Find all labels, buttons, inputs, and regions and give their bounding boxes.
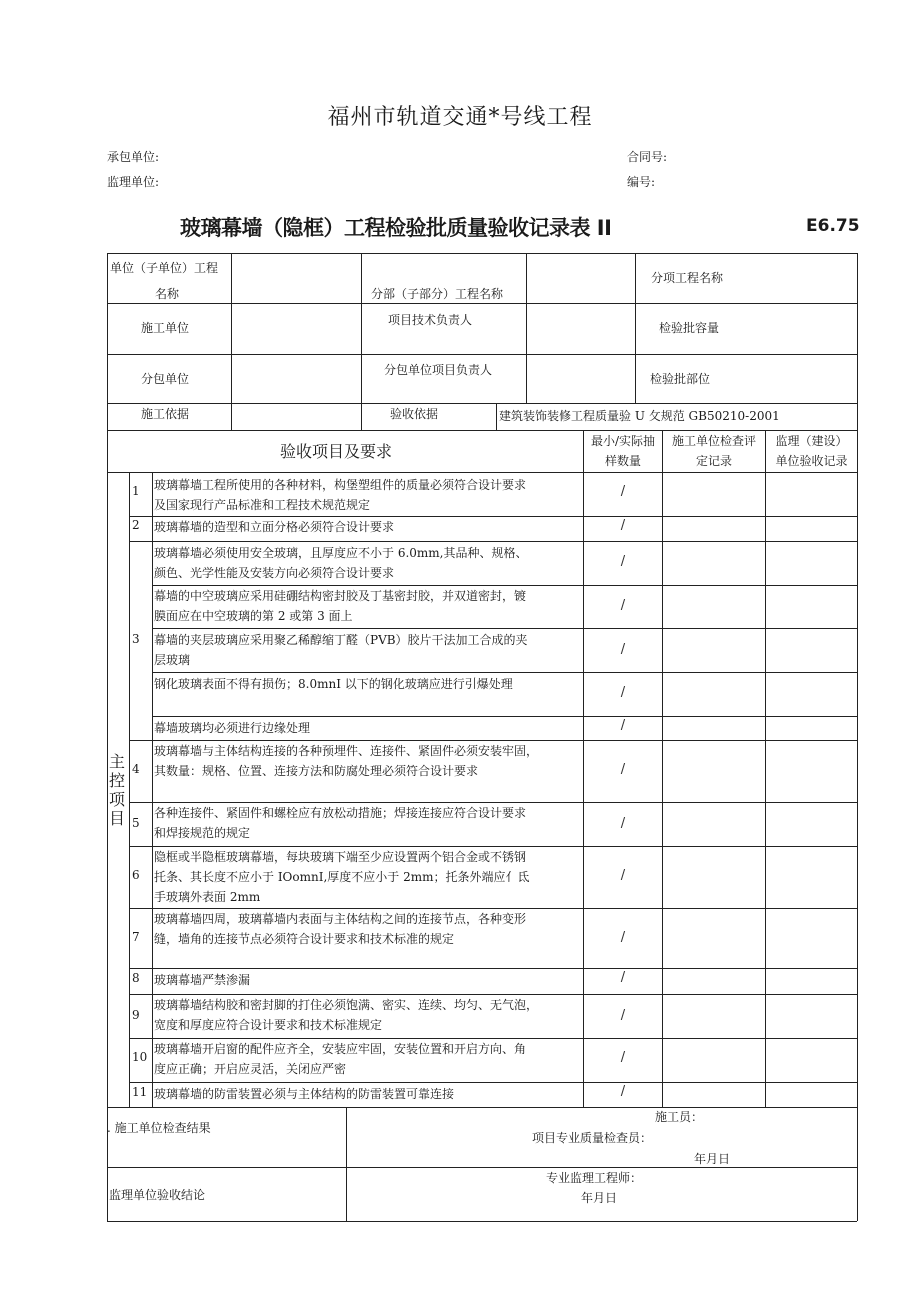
supervisor-label: 监理单位: (107, 175, 160, 189)
item-requirement (154, 674, 582, 694)
supervision-header-line-2: 单位验收记录 (775, 454, 848, 468)
sample-header-line-2: 样数量 (604, 454, 641, 468)
item-text-line: 玻璃幕墙四周，玻璃幕墙内表面与主体结构之间的连接节点，各种变形 (154, 912, 527, 926)
item-text-line: 其数量：规格、位置、连接方法和防腐处理必须符合设计要求 (154, 764, 479, 778)
item-text-line: 颜色、光学性能及安装方向必须符合设计要求 (154, 566, 395, 580)
batch-location-label: 检验批部位 (650, 372, 711, 386)
acceptance-basis-value: 建筑装饰装修工程质量验 U 攵规范 GB50210-2001 (499, 409, 780, 423)
supervision-conclusion-label: 监理单位验收结论 (109, 1188, 206, 1202)
item-text-line: 玻璃幕墙严禁渗漏 (154, 973, 251, 987)
subdivision-label: 分部（子部分）工程名称 (371, 287, 504, 301)
items-header: 验收项目及要求 (280, 442, 393, 461)
item-number: 2 (132, 518, 140, 532)
subcontractor-label: 分包单位 (141, 372, 190, 386)
item-text-line: 玻璃幕墙与主体结构连接的各种预埋件、连接件、紧固件必须安装牢固， (154, 744, 539, 758)
item-requirement (154, 475, 582, 515)
item-number: 11 (132, 1085, 148, 1099)
item-requirement (154, 1084, 582, 1104)
item-name-label: 分项工程名称 (651, 271, 724, 285)
item-requirement (154, 741, 582, 781)
construction-basis-label: 施工依据 (141, 407, 190, 421)
item-text-line: 玻璃幕墙结构胶和密封脚的打住必须饱满、密实、连续、均匀、无气泡， (154, 998, 539, 1012)
check-header-line-2: 定记录 (695, 454, 732, 468)
sample-value: / (620, 1008, 626, 1023)
item-number: 7 (132, 930, 140, 944)
item-requirement (154, 1039, 582, 1079)
sample-value: / (620, 1050, 626, 1065)
item-text-line: 幕墙玻璃均必须进行边缘处理 (154, 721, 311, 735)
sample-value: / (620, 642, 626, 657)
item-text-line: 隐框或半隐框玻璃幕墙，每块玻璃下端至少应设置两个铝合金或不锈钢 (154, 850, 527, 864)
item-text-line: 手玻璃外表面 2mm (154, 890, 261, 904)
batch-capacity-label: 检验批容量 (659, 321, 720, 335)
sub-lead-label: 分包单位项目负责人 (384, 363, 493, 377)
item-number: 8 (132, 971, 140, 985)
item-number: 3 (132, 632, 140, 646)
project-title: 福州市轨道交通*号线工程 (327, 105, 593, 130)
item-number: 4 (132, 762, 140, 776)
form-title: 玻璃幕墙（隐框）工程检验批质量验收记录表 II (180, 216, 612, 240)
main-control-char: 控 (108, 771, 125, 790)
main-control-label (106, 752, 128, 828)
item-requirement (154, 630, 582, 670)
sample-value: / (620, 685, 626, 700)
item-text-line: 玻璃幕墙开启窗的配件应齐全，安装应牢固，安装位置和开启方向、角 (154, 1042, 527, 1056)
sample-value: / (620, 718, 626, 733)
item-requirement (154, 847, 582, 907)
check-header-line-1: 施工单位检查评 (671, 434, 756, 448)
contractor-label: 承包单位: (107, 150, 160, 164)
item-text-line: 玻璃幕墙的防雷装置必须与主体结构的防雷装置可靠连接 (154, 1087, 455, 1101)
item-text-line: 玻璃幕墙的造型和立面分格必须符合设计要求 (154, 520, 395, 534)
item-text-line: 托条、其长度不应小于 IOomnI,厚度不应小于 2mm；托条外端应亻氐 (154, 870, 530, 884)
item-number: 6 (132, 868, 140, 882)
item-text-line: 和焊接规范的规定 (154, 826, 251, 840)
form-code: E6.75 (806, 216, 860, 236)
sample-value: / (620, 554, 626, 569)
item-requirement (154, 995, 582, 1035)
sample-value: / (620, 970, 626, 985)
sample-header (584, 431, 662, 471)
item-requirement (154, 543, 582, 583)
item-number: 10 (132, 1050, 148, 1064)
item-text-line: 玻璃幕墙必须使用安全玻璃，且厚度应不小于 6.0mm,其品种、规格、 (154, 546, 528, 560)
item-text-line: 幕墙的夹层玻璃应采用聚乙稀醇缩丁醛（PVB）胶片干法加工合成的夹 (154, 633, 528, 647)
item-requirement (154, 970, 582, 990)
main-control-char: 项 (108, 790, 125, 809)
sample-value: / (620, 816, 626, 831)
check-header (663, 431, 765, 471)
tech-lead-label: 项目技术负责人 (388, 313, 473, 327)
item-text-line: 钢化玻璃表面不得有损伤；8.0mnI 以下的钢化玻璃应进行引爆处理 (154, 677, 513, 691)
acceptance-basis-label: 验收依据 (390, 407, 439, 421)
item-text-line: 各种连接件、紧固件和螺栓应有放松动措施；焊接连接应符合设计要求 (154, 806, 527, 820)
item-text-line: 层玻璃 (154, 653, 191, 667)
supervising-engineer-label: 专业监理工程师： (546, 1171, 643, 1185)
supervision-header (766, 431, 857, 471)
item-text-line: 及国家现行产品标准和工程技术规范规定 (154, 498, 371, 512)
item-text-line: 缝，墙角的连接节点必须符合设计要求和技术标准的规定 (154, 932, 455, 946)
unit-name-label: 单位（子单位）工程 (110, 261, 219, 275)
sample-value: / (620, 868, 626, 883)
supervision-header-line-1: 监理（建设） (775, 434, 848, 448)
unit-name-label-2: 名称 (155, 287, 180, 301)
sample-value: / (620, 930, 626, 945)
main-control-char: 主 (108, 752, 125, 771)
serial-no-label: 编号: (627, 175, 656, 189)
item-requirement (154, 586, 582, 626)
construction-result-label: . 施工单位检查结果 (107, 1121, 211, 1135)
item-text-line: 度应正确；开启应灵活，关闭应严密 (154, 1062, 347, 1076)
item-requirement (154, 909, 582, 949)
sample-value: / (620, 598, 626, 613)
item-text-line: 膜面应在中空玻璃的第 2 或第 3 面上 (154, 609, 353, 623)
sample-value: / (620, 762, 626, 777)
constructor-label: 施工员： (655, 1110, 704, 1124)
date-2: 年月日 (581, 1191, 618, 1205)
main-control-char: 目 (108, 809, 125, 828)
item-number: 1 (132, 484, 140, 498)
item-requirement (154, 517, 582, 537)
item-number: 9 (132, 1008, 140, 1022)
item-number: 5 (132, 816, 140, 830)
date-1: 年月日 (694, 1152, 731, 1166)
quality-inspector-label: 项目专业质量检查员： (532, 1131, 653, 1145)
construction-unit-label: 施工单位 (141, 321, 190, 335)
item-requirement (154, 718, 582, 738)
contract-no-label: 合同号: (627, 150, 668, 164)
item-requirement (154, 803, 582, 843)
sample-value: / (620, 484, 626, 499)
sample-value: / (620, 518, 626, 533)
sample-value: / (620, 1084, 626, 1099)
item-text-line: 宽度和厚度应符合设计要求和技术标准规定 (154, 1018, 383, 1032)
sample-header-line-1: 最小/实际抽 (590, 434, 656, 448)
item-text-line: 幕墙的中空玻璃应采用硅硼结构密封胶及丁基密封胶，并双道密封，镀 (154, 589, 527, 603)
item-text-line: 玻璃幕墙工程所使用的各种材料，构堡塑组件的质量必须符合设计要求 (154, 478, 527, 492)
